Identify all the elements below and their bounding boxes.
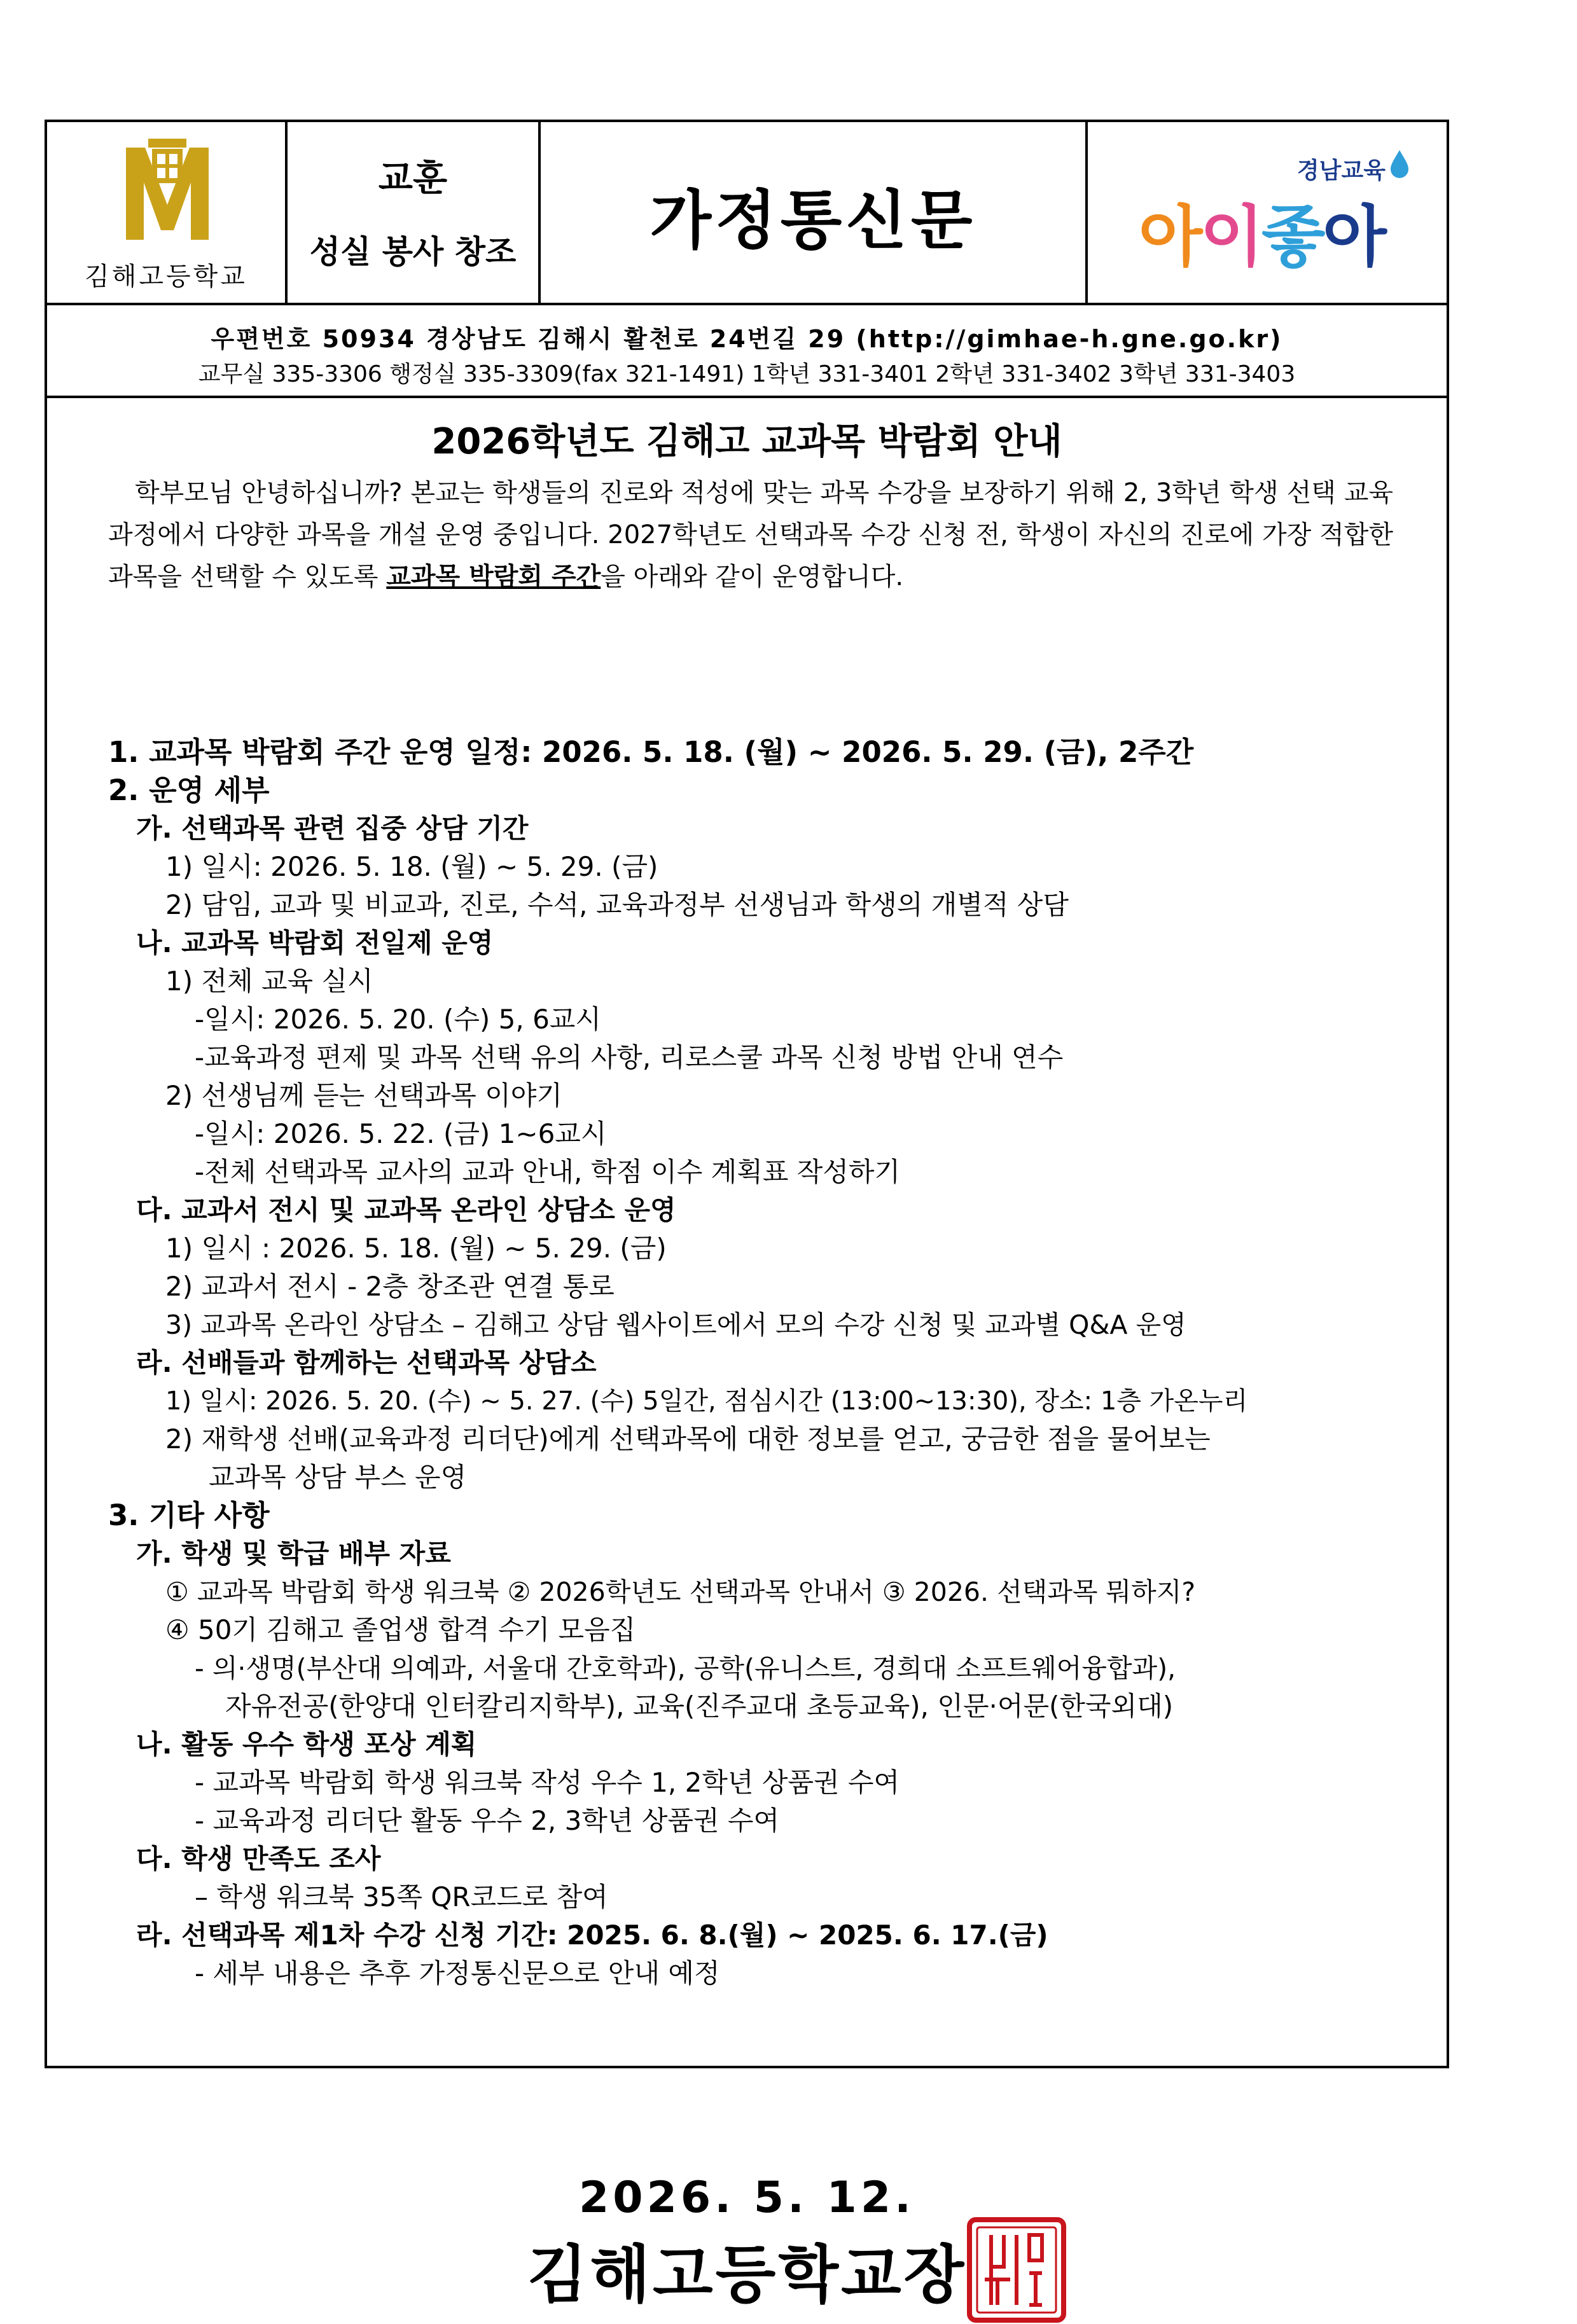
intro-paragraph bbox=[108, 472, 1393, 598]
subsection-3b-heading: 나. 활동 우수 학생 포상 계획 bbox=[136, 1729, 477, 1760]
school-emblem-icon bbox=[120, 135, 215, 243]
subsection-2a-heading: 가. 선택과목 관련 집중 상담 기간 bbox=[136, 813, 529, 844]
list-item: -일시: 2026. 5. 22. (금) 1~6교시 bbox=[195, 1118, 607, 1149]
section-2-heading: 2. 운영 세부 bbox=[108, 773, 270, 807]
section-3-heading: 3. 기타 사항 bbox=[108, 1498, 270, 1532]
intro-text-end: 을 아래와 같이 운영합니다. bbox=[601, 562, 904, 591]
subsection-2d-heading: 라. 선배들과 함께하는 선택과목 상담소 bbox=[136, 1347, 597, 1378]
section-1-heading: 1. 교과목 박람회 주간 운영 일정: 2026. 5. 18. (월) ~ 2026. 5. 29. (금), 2주간 bbox=[108, 735, 1194, 769]
intro-highlight: 교과목 박람회 주간 bbox=[386, 562, 601, 591]
title-cell bbox=[541, 122, 1088, 303]
subsection-2b-heading: 나. 교과목 박람회 전일제 운영 bbox=[136, 927, 494, 958]
brand-logo-text bbox=[1139, 198, 1384, 275]
contact-line: 교무실 335-3306 행정실 335-3309(fax 321-1491) 1학년 331-3401 2학년 331-3402 3학년 331-3403 bbox=[198, 361, 1296, 387]
letterhead bbox=[47, 122, 1447, 305]
brand-logo-letter: 이 bbox=[1200, 198, 1261, 275]
list-item: 1) 일시: 2026. 5. 18. (월) ~ 5. 29. (금) bbox=[165, 851, 658, 882]
signer-name: 김해고등학교장 bbox=[527, 2239, 967, 2311]
list-item: - 세부 내용은 추후 가정통신문으로 안내 예정 bbox=[195, 1958, 720, 1989]
list-item: 1) 일시: 2026. 5. 20. (수) ~ 5. 27. (수) 5일간, 점심시간 (13:00~13:30), 장소: 1층 가온누리 bbox=[165, 1387, 1248, 1416]
address-block bbox=[47, 305, 1447, 398]
brand-logo-letter: 좋 bbox=[1261, 198, 1323, 275]
intro-text-start: 학부모님 안녕하십니까? 본교는 학생들의 진로와 적성에 맞는 과목 수강을 보장하기 위해 2, 3학년 학생 선택 교육과정에서 다양한 과목을 개설 운영 중입니다. 2027학년도 선택과목 수강 신청 전, 학생이 자신의 진로에 가장 적합한 과목을 선택할 수 있도록 bbox=[108, 478, 1393, 591]
list-item: 자유전공(한양대 인터칼리지학부), 교육(진주교대 초등교육), 인문·어문(한국외대) bbox=[225, 1691, 1174, 1722]
brand-subtitle: 경남교육 bbox=[1296, 158, 1386, 184]
list-item: - 교육과정 리더단 활동 우수 2, 3학년 상품권 수여 bbox=[195, 1805, 780, 1836]
brand-logo bbox=[1139, 183, 1384, 279]
list-item: 2) 담임, 교과 및 비교과, 진로, 수석, 교육과정부 선생님과 학생의 개별적 상담 bbox=[165, 889, 1069, 920]
subsection-3a-heading: 가. 학생 및 학급 배부 자료 bbox=[136, 1538, 451, 1569]
list-item: ① 교과목 박람회 학생 워크북 ② 2026학년도 선택과목 안내서 ③ 2026. 선택과목 뭐하지? bbox=[165, 1577, 1196, 1607]
list-item: 1) 전체 교육 실시 bbox=[165, 965, 373, 997]
document-title: 2026학년도 김해고 교과목 박람회 안내 bbox=[431, 421, 1062, 462]
issue-date: 2026. 5. 12. bbox=[578, 2173, 915, 2223]
motto-cell bbox=[288, 122, 541, 303]
brand-cell bbox=[1088, 122, 1449, 303]
list-item: 교과목 상담 부스 운영 bbox=[209, 1462, 467, 1493]
school-name: 김해고등학교 bbox=[85, 262, 247, 291]
list-item: 1) 일시 : 2026. 5. 18. (월) ~ 5. 29. (금) bbox=[165, 1233, 667, 1264]
list-item: 2) 재학생 선배(교육과정 리더단)에게 선택과목에 대한 정보를 얻고, 궁금한 점을 물어보는 bbox=[165, 1423, 1211, 1455]
list-item: 2) 교과서 전시 - 2층 창조관 연결 통로 bbox=[165, 1271, 615, 1302]
brand-logo-letter: 아 bbox=[1323, 198, 1384, 275]
address-line: 우편번호 50934 경상남도 김해시 활천로 24번길 29 (http://gimhae-h.gne.go.kr) bbox=[211, 325, 1283, 353]
brand-logo-letter: 아 bbox=[1139, 198, 1200, 275]
motto-text: 성실 봉사 창조 bbox=[309, 233, 517, 270]
list-item: -교육과정 편제 및 과목 선택 유의 사항, 리로스쿨 과목 신청 방법 안내 연수 bbox=[195, 1042, 1064, 1073]
list-item: – 학생 워크북 35쪽 QR코드로 참여 bbox=[195, 1881, 608, 1912]
subsection-2c-heading: 다. 교과서 전시 및 교과목 온라인 상담소 운영 bbox=[136, 1194, 676, 1226]
school-logo-cell bbox=[47, 122, 288, 303]
motto-title: 교훈 bbox=[378, 158, 448, 199]
list-item: -전체 선택과목 교사의 교과 안내, 학점 이수 계획표 작성하기 bbox=[195, 1156, 901, 1187]
paper-title: 가정통신문 bbox=[650, 183, 976, 258]
list-item: 2) 선생님께 듣는 선택과목 이야기 bbox=[165, 1080, 562, 1111]
list-item: - 의·생명(부산대 의예과, 서울대 간호학과), 공학(유니스트, 경희대 소프트웨어융합과), bbox=[195, 1653, 1176, 1684]
subsection-3d-heading: 라. 선택과목 제1차 수강 신청 기간: 2025. 6. 8.(월) ~ 2025. 6. 17.(금) bbox=[136, 1919, 1048, 1951]
official-seal-icon bbox=[966, 2216, 1067, 2324]
subsection-3c-heading: 다. 학생 만족도 조사 bbox=[136, 1843, 381, 1874]
list-item: - 교과목 박람회 학생 워크북 작성 우수 1, 2학년 상품권 수여 bbox=[195, 1767, 900, 1798]
list-item: 3) 교과목 온라인 상담소 – 김해고 상담 웹사이트에서 모의 수강 신청 및 교과별 Q&A 운영 bbox=[165, 1310, 1186, 1340]
list-item: -일시: 2026. 5. 20. (수) 5, 6교시 bbox=[195, 1004, 601, 1035]
list-item: ④ 50기 김해고 졸업생 합격 수기 모음집 bbox=[165, 1614, 636, 1645]
water-drop-icon bbox=[1387, 148, 1412, 179]
document-frame bbox=[45, 120, 1449, 2311]
